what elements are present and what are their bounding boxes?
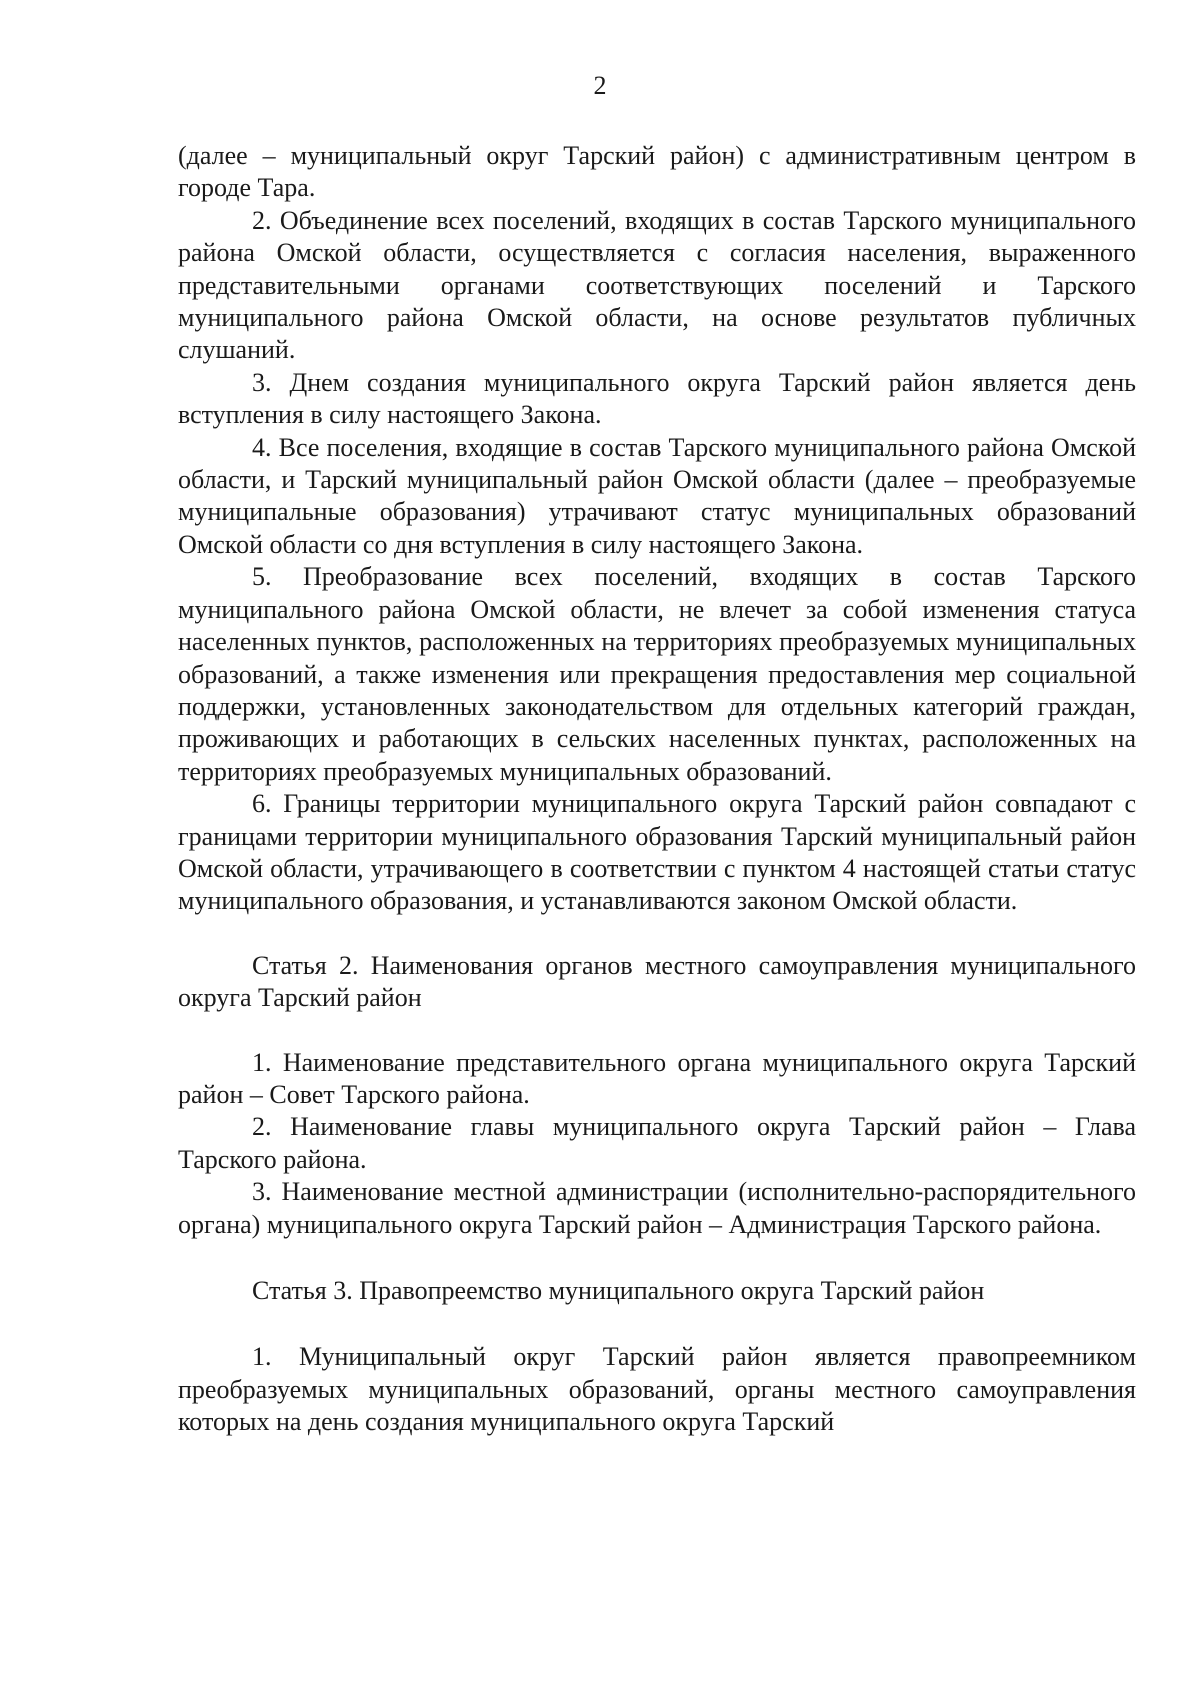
- paragraph-item-3: 3. Днем создания муниципального округа Тарский район является день вступления в силу настоящего Закона.: [178, 367, 1136, 430]
- article-2-item-3: 3. Наименование местной администрации (исполнительно-распорядительного органа) муниципального округа Тарский район – Администрация Тарского района.: [178, 1177, 1136, 1239]
- paragraph-item-4: 4. Все поселения, входящие в состав Тарского муниципального района Омской области, и Тарский муниципальный район Омской области (далее – преобразуемые муниципальные образования) утрачивают статус муниципальных образований Омской области со дня вступления в силу настоящего Закона.: [178, 432, 1136, 559]
- document-body: [178, 140, 1136, 1439]
- paragraph-item-2: 2. Объединение всех поселений, входящих в состав Тарского муниципального района Омской области, осуществляется с согласия населения, выраженного представительными органами соответствующих поселений и Тарского муниципального района Омской области, на основе результатов публичных слушаний.: [178, 205, 1136, 365]
- article-3-heading: Статья 3. Правопреемство муниципального округа Тарский район: [252, 1276, 985, 1305]
- article-2-item-1: 1. Наименование представительного органа муниципального округа Тарский район – Совет Тарского района.: [178, 1047, 1136, 1109]
- article-3-item-1: 1. Муниципальный округ Тарский район является правопреемником преобразуемых муниципальных образований, органы местного самоуправления которых на день создания муниципального округа Тарский: [178, 1342, 1136, 1437]
- paragraph-item-5: 5. Преобразование всех поселений, входящих в состав Тарского муниципального района Омской области, не влечет за собой изменения статуса населенных пунктов, расположенных на территориях преобразуемых муниципальных образований, а также изменения или прекращения предоставления мер социальной поддержки, установленных законодательством для отдельных категорий граждан, проживающих и работающих в сельских населенных пунктах, расположенных на территориях преобразуемых муниципальных образований.: [178, 562, 1136, 786]
- article-2-heading: Статья 2. Наименования органов местного самоуправления муниципального округа Тарский район: [178, 950, 1136, 1013]
- paragraph-item-6: 6. Границы территории муниципального округа Тарский район совпадают с границами территории муниципального образования Тарский муниципальный район Омской области, утрачивающего в соответствии с пунктом 4 настоящей статьи статус муниципального образования, и устанавливаются законом Омской области.: [178, 789, 1136, 916]
- article-2-item-2: 2. Наименование главы муниципального округа Тарский район – Глава Тарского района.: [178, 1112, 1136, 1174]
- paragraph-continuation: (далее – муниципальный округ Тарский район) с административным центром в городе Тара.: [178, 141, 1136, 203]
- page-number: 2: [593, 71, 607, 100]
